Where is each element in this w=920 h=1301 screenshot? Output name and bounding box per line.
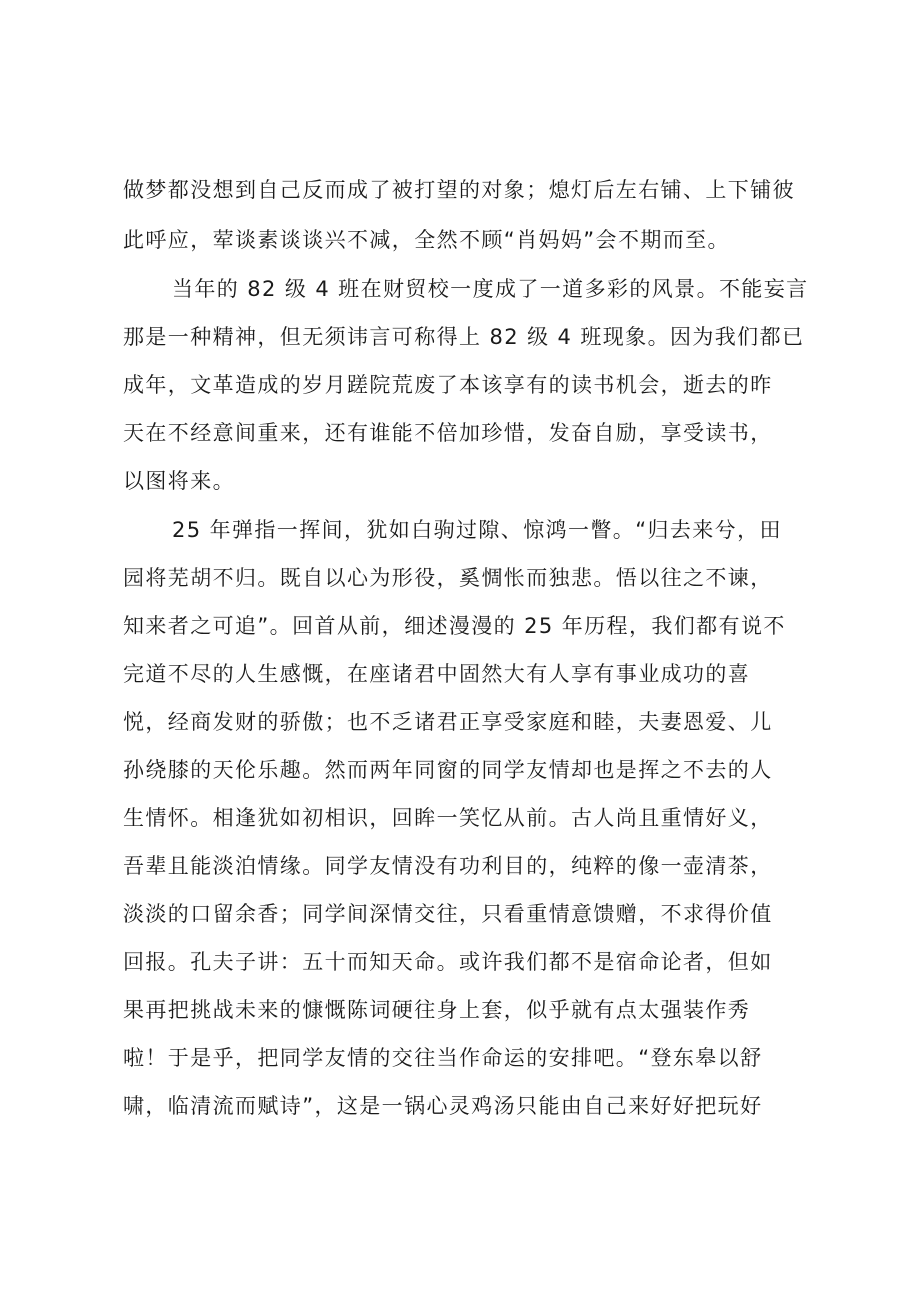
text-line: 生情怀。相逢犹如初相识，回眸一笑忆从前。古人尚且重情好义， (123, 806, 773, 830)
text-line: 悦，经商发财的骄傲；也不乏诸君正享受家庭和睦，夫妻恩爱、儿 (123, 710, 773, 734)
text-line: 园将芜胡不归。既自以心为形役，奚惆怅而独悲。悟以往之不谏， (123, 566, 773, 590)
text-line: 完道不尽的人生感慨，在座诸君中固然大有人享有事业成功的喜 (123, 662, 751, 686)
text-line: 那是一种精神，但无须讳言可称得上 82 级 4 班现象。因为我们都已 (123, 325, 805, 349)
text-line: 以图将来。 (123, 469, 235, 493)
text-line: 孙绕膝的天伦乐趣。然而两年同窗的同学友情却也是挥之不去的人 (123, 758, 773, 782)
text-line: 25 年弹指一挥间，犹如白驹过隙、惊鸿一瞥。“归去来兮，田 (172, 518, 782, 542)
text-line: 天在不经意间重来，还有谁能不倍加珍惜，发奋自励，享受读书， (123, 421, 773, 445)
text-line: 回报。孔夫子讲：五十而知天命。或许我们都不是宿命论者，但如 (123, 950, 773, 974)
text-line: 当年的 82 级 4 班在财贸校一度成了一道多彩的风景。不能妄言 (172, 277, 809, 301)
text-line: 做梦都没想到自己反而成了被打望的对象；熄灯后左右铺、上下铺彼 (123, 178, 795, 202)
text-line: 成年，文革造成的岁月蹉院荒废了本该享有的读书机会，逝去的昨 (123, 373, 773, 397)
text-line: 啸，临清流而赋诗”，这是一锅心灵鸡汤只能由自己来好好把玩好 (123, 1094, 763, 1118)
text-line: 淡淡的口留余香；同学间深情交往，只看重情意馈赠，不求得价值 (123, 902, 773, 926)
text-line: 啦！于是乎，把同学友情的交往当作命运的安排吧。“登东皋以舒 (123, 1046, 763, 1070)
text-line: 此呼应，荤谈素谈谈兴不减，全然不顾“肖妈妈”会不期而至。 (123, 228, 730, 252)
text-line: 知来者之可追”。回首从前，细述漫漫的 25 年历程，我们都有说不 (123, 614, 786, 638)
text-line: 吾辈且能淡泊情缘。同学友情没有功利目的，纯粹的像一壶清茶， (123, 854, 773, 878)
text-line: 果再把挑战未来的慷慨陈词硬往身上套，似乎就有点太强装作秀 (123, 998, 751, 1022)
